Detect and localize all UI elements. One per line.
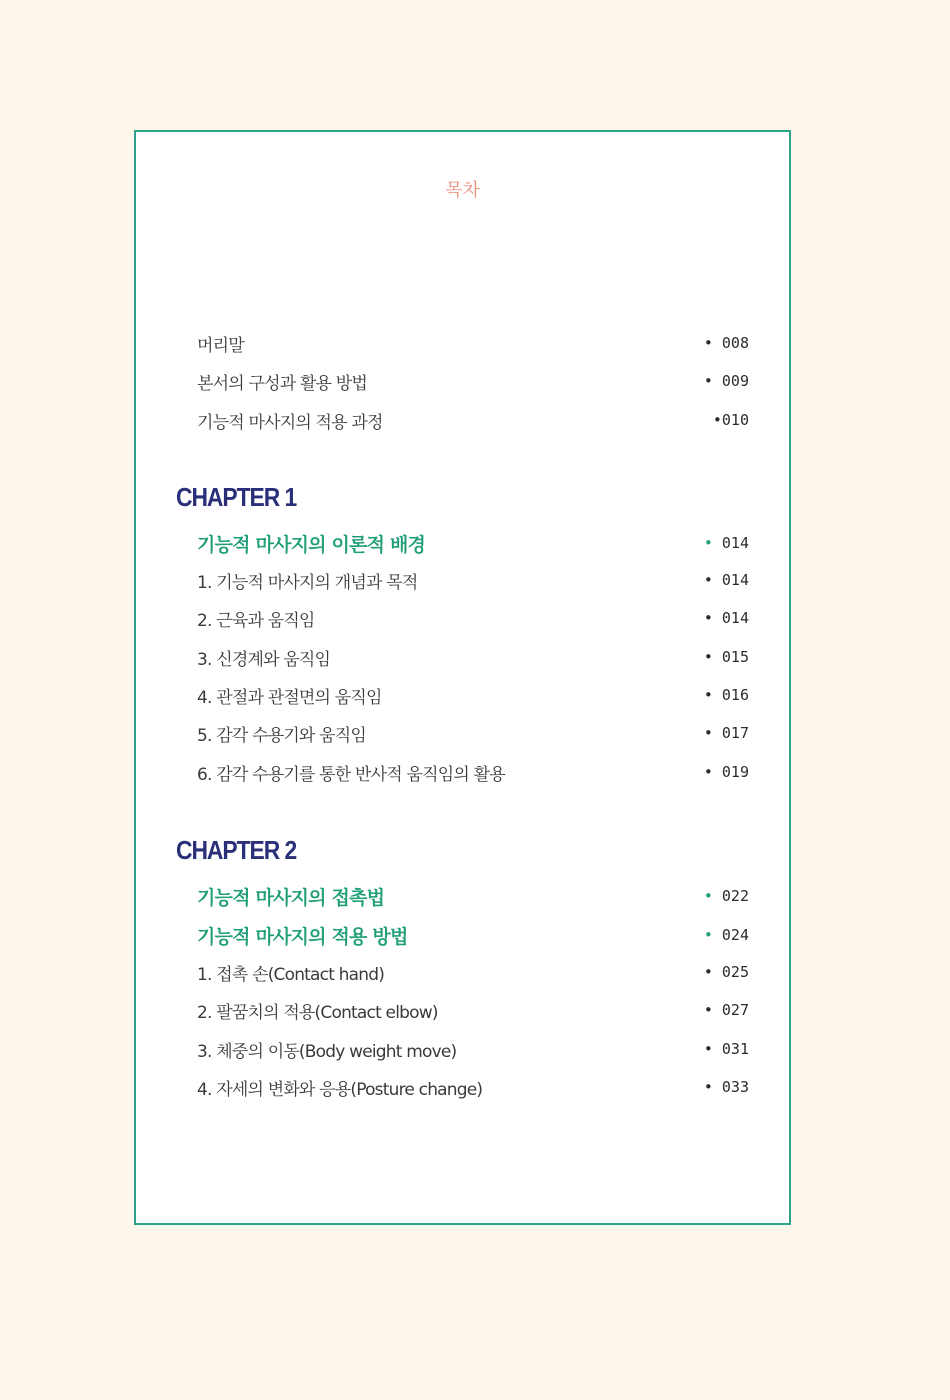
toc-entry[interactable]	[197, 682, 749, 708]
toc-title: 목차	[445, 180, 480, 201]
toc-entry[interactable]	[197, 1036, 749, 1062]
entry-label: 3. 신경계와 움직임	[197, 649, 331, 670]
entry-label: 기능적 마사지의 적용 과정	[197, 412, 383, 433]
entry-page: • 031	[703, 1040, 749, 1058]
entry-page: • 019	[703, 763, 749, 781]
entry-page	[704, 926, 749, 944]
toc-entry-application-process[interactable]	[197, 407, 749, 433]
bullet-dot: •	[703, 926, 713, 944]
bullet-dot: •	[703, 887, 713, 905]
entry-page: • 033	[703, 1078, 749, 1096]
entry-page: • 027	[703, 1001, 749, 1019]
toc-section-contact-method[interactable]	[197, 883, 749, 909]
section-label: 기능적 마사지의 적용 방법	[197, 925, 408, 948]
entry-label: 1. 접촉 손(Contact hand)	[197, 964, 385, 985]
bullet-dot: •	[703, 534, 713, 552]
entry-label: 본서의 구성과 활용 방법	[197, 373, 368, 394]
page-number: 022	[712, 887, 749, 905]
toc-entry[interactable]	[197, 720, 749, 746]
entry-page: • 009	[703, 372, 749, 390]
entry-label: 4. 자세의 변화와 응용(Posture change)	[197, 1079, 483, 1100]
page-number: 014	[712, 534, 749, 552]
entry-label: 4. 관절과 관절면의 움직임	[197, 687, 382, 708]
toc-section-application-method[interactable]	[197, 922, 749, 948]
toc-entry[interactable]	[197, 759, 749, 785]
toc-entry[interactable]	[197, 997, 749, 1023]
entry-label: 2. 근육과 움직임	[197, 610, 315, 631]
entry-label: 머리말	[197, 335, 244, 356]
toc-entry[interactable]	[197, 567, 749, 593]
entry-label: 3. 체중의 이동(Body weight move)	[197, 1041, 457, 1062]
entry-label: 1. 기능적 마사지의 개념과 목적	[197, 572, 418, 593]
toc-entry[interactable]	[197, 1074, 749, 1100]
page-number: 024	[712, 926, 749, 944]
entry-page: •010	[712, 411, 749, 429]
entry-page: • 025	[703, 963, 749, 981]
toc-section-theory[interactable]	[197, 530, 749, 556]
entry-label: 6. 감각 수용기를 통한 반사적 움직임의 활용	[197, 764, 505, 785]
entry-page: • 014	[703, 609, 749, 627]
section-label: 기능적 마사지의 접촉법	[197, 886, 385, 909]
entry-page	[704, 534, 749, 552]
entry-label: 2. 팔꿈치의 적용(Contact elbow)	[197, 1002, 438, 1023]
toc-entry[interactable]	[197, 644, 749, 670]
section-label: 기능적 마사지의 이론적 배경	[197, 533, 426, 556]
toc-entry-book-structure[interactable]	[197, 368, 749, 394]
toc-entry[interactable]	[197, 959, 749, 985]
chapter-1-heading: CHAPTER 1	[176, 482, 297, 512]
chapter-2-heading: CHAPTER 2	[176, 835, 297, 865]
toc-entry[interactable]	[197, 605, 749, 631]
entry-page: • 014	[703, 571, 749, 589]
entry-page: • 017	[703, 724, 749, 742]
entry-page: • 008	[703, 334, 749, 352]
entry-page	[704, 887, 749, 905]
entry-page: • 015	[703, 648, 749, 666]
entry-label: 5. 감각 수용기와 움직임	[197, 725, 367, 746]
toc-frame	[134, 130, 791, 1225]
entry-page: • 016	[703, 686, 749, 704]
toc-entry-preface[interactable]	[197, 330, 749, 356]
